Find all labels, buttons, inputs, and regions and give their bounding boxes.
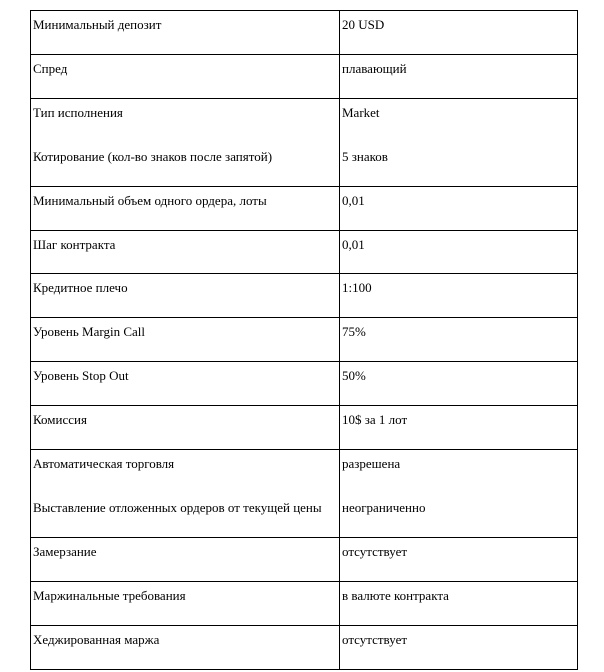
param-cell — [31, 55, 340, 99]
value-cell — [340, 55, 578, 99]
value-cell — [340, 11, 578, 55]
param-cell — [31, 318, 340, 362]
value-cell — [340, 274, 578, 318]
table-row — [31, 99, 578, 187]
param-label: Минимальный объем одного ордера, лоты — [33, 193, 267, 208]
value-cell — [340, 231, 578, 274]
value-cell — [340, 582, 578, 626]
param-value: 75% — [342, 324, 366, 339]
table-row — [31, 406, 578, 450]
param-value: 0,01 — [342, 193, 365, 208]
param-cell — [31, 274, 340, 318]
param-label: Кредитное плечо — [33, 280, 128, 295]
param-cell — [31, 582, 340, 626]
param-label: Маржинальные требования — [33, 588, 186, 603]
param-cell — [31, 450, 340, 538]
param-cell — [31, 406, 340, 450]
param-value: Market — [342, 105, 380, 120]
table-row — [31, 11, 578, 55]
param-value: отсутствует — [342, 632, 408, 647]
table-row — [31, 55, 578, 99]
value-cell — [340, 318, 578, 362]
param-cell — [31, 538, 340, 582]
value-cell — [340, 450, 578, 538]
param-label: Минимальный депозит — [33, 17, 162, 32]
param-value: в валюте контракта — [342, 588, 449, 603]
param-value: 50% — [342, 368, 366, 383]
param-cell — [31, 362, 340, 406]
param-value: 1:100 — [342, 280, 372, 295]
table-row — [31, 318, 578, 362]
value-cell — [340, 187, 578, 231]
value-cell — [340, 406, 578, 450]
param-value: плавающий — [342, 61, 407, 76]
value-cell — [340, 362, 578, 406]
table-row — [31, 362, 578, 406]
param-value: 0,01 — [342, 237, 365, 252]
param-label: Хеджированная маржа — [33, 632, 160, 647]
table-row — [31, 538, 578, 582]
param-label: Тип исполнения — [33, 105, 123, 120]
param-label: Спред — [33, 61, 68, 76]
param-cell — [31, 99, 340, 187]
value-cell — [340, 626, 578, 670]
table-row — [31, 626, 578, 670]
param-value: 5 знаков — [342, 149, 388, 164]
param-value: 20 USD — [342, 17, 385, 32]
param-cell — [31, 11, 340, 55]
param-label: Шаг контракта — [33, 237, 116, 252]
param-value: неограниченно — [342, 500, 426, 515]
table-row — [31, 450, 578, 538]
param-label: Выставление отложенных ордеров от текущей цены — [33, 500, 322, 515]
table-row — [31, 187, 578, 231]
param-label: Замерзание — [33, 544, 97, 559]
param-label: Автоматическая торговля — [33, 456, 175, 471]
param-value: разрешена — [342, 456, 401, 471]
param-label: Уровень Margin Call — [33, 324, 145, 339]
param-label: Комиссия — [33, 412, 87, 427]
param-value: 10$ за 1 лот — [342, 412, 408, 427]
param-cell — [31, 626, 340, 670]
value-cell — [340, 538, 578, 582]
table-row — [31, 582, 578, 626]
value-cell — [340, 99, 578, 187]
param-cell — [31, 231, 340, 274]
param-cell — [31, 187, 340, 231]
param-label: Уровень Stop Out — [33, 368, 129, 383]
trading-conditions-table — [30, 10, 578, 670]
table-row — [31, 274, 578, 318]
param-label: Котирование (кол-во знаков после запятой) — [33, 149, 273, 164]
param-value: отсутствует — [342, 544, 408, 559]
table-row — [31, 231, 578, 274]
